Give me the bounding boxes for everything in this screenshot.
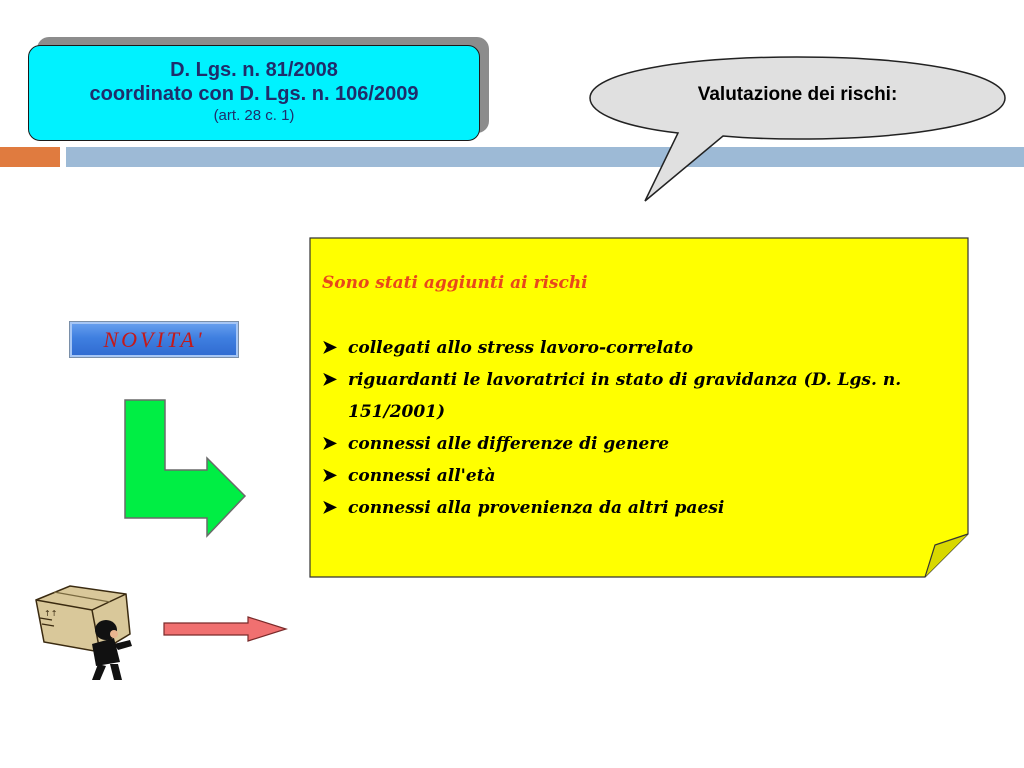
novita-badge: NOVITA'	[69, 321, 239, 358]
speech-bubble-text: Valutazione dei rischi:	[697, 84, 898, 105]
accent-bar-orange	[0, 147, 60, 167]
green-l-arrow-icon	[120, 398, 250, 540]
risk-list	[322, 332, 942, 524]
arrowhead-bullet-icon: ➤	[322, 337, 338, 358]
arrowhead-bullet-icon: ➤	[322, 465, 338, 486]
list-item	[322, 492, 942, 524]
list-item	[322, 332, 942, 364]
svg-text:↑↑: ↑↑	[44, 609, 58, 618]
list-item-text: connessi all'età	[348, 466, 496, 486]
arrowhead-bullet-icon: ➤	[322, 497, 338, 518]
speech-bubble	[585, 55, 1010, 205]
porter-carrying-box-icon	[30, 578, 142, 682]
list-item	[322, 428, 942, 460]
note-heading: Sono stati aggiunti ai rischi	[322, 273, 588, 293]
title-box	[28, 45, 480, 141]
arrowhead-bullet-icon: ➤	[322, 369, 338, 390]
list-item	[322, 460, 942, 492]
list-item-text: collegati allo stress lavoro-correlato	[348, 338, 694, 358]
title-line-2: coordinato con D. Lgs. n. 106/2009	[89, 83, 419, 105]
note-content	[322, 268, 942, 524]
title-line-1: D. Lgs. n. 81/2008	[170, 59, 338, 81]
red-right-arrow-icon	[162, 615, 288, 643]
arrowhead-bullet-icon: ➤	[322, 433, 338, 454]
list-item-text: connessi alla provenienza da altri paesi	[348, 498, 725, 518]
list-item-text: riguardanti le lavoratrici in stato di gravidanza (D. Lgs. n. 151/2001)	[348, 370, 902, 422]
title-line-3: (art. 28 c. 1)	[213, 107, 295, 124]
list-item	[322, 364, 942, 428]
list-item-text: connessi alle differenze di genere	[348, 434, 670, 454]
